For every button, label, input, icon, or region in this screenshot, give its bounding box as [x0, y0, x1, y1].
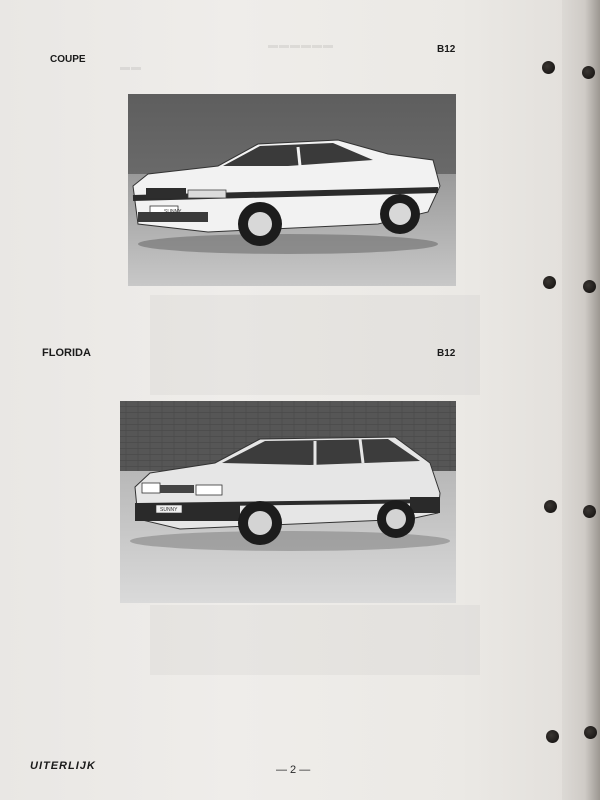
bleed-through-photo: [150, 605, 480, 675]
section-title-coupe: COUPE: [50, 54, 86, 65]
florida-photo: [120, 401, 456, 603]
florida-plate: SUNNY: [160, 507, 178, 513]
punch-hole: [584, 726, 597, 739]
bleed-through-photo: [150, 295, 480, 395]
punch-hole: [543, 276, 556, 289]
footer-section-title: UITERLIJK: [30, 760, 96, 772]
punch-hole: [542, 61, 555, 74]
model-code-coupe: B12: [437, 44, 456, 55]
bleed-through-text: ▬▬▬▬▬▬: [268, 40, 334, 51]
section-title-florida: FLORIDA: [42, 347, 91, 359]
punch-hole: [583, 280, 596, 293]
punch-hole: [583, 505, 596, 518]
bleed-through-text: ▬▬: [120, 62, 142, 73]
punch-hole: [582, 66, 595, 79]
binder-page-edge: [562, 0, 600, 800]
model-code-florida: B12: [437, 348, 456, 359]
coupe-plate: SUNNY: [164, 209, 182, 215]
coupe-photo: [128, 94, 456, 286]
punch-hole: [546, 730, 559, 743]
punch-hole: [544, 500, 557, 513]
page-number: — 2 —: [276, 764, 311, 776]
